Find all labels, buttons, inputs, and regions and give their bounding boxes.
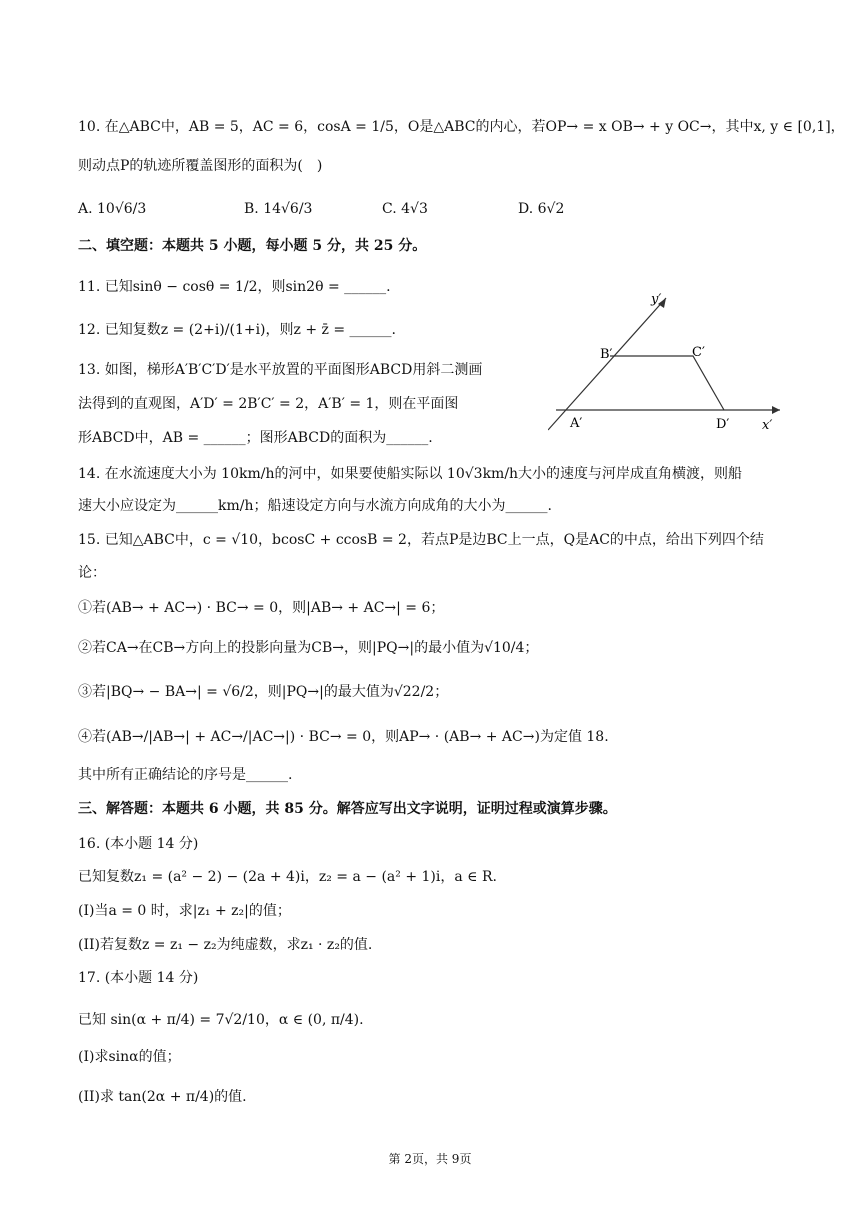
point-b-label: B′: [600, 347, 613, 362]
q15-conclusion-3: ③若|BQ→ − BA→| = √6/2，则|PQ→|的最大值为√22/2；: [78, 684, 449, 700]
q16-part-2: (II)若复数z = z₁ − z₂为纯虚数，求z₁ · z₂的值.: [78, 937, 373, 953]
q17-given: 已知 sin(α + π/4) = 7√2/10，α ∈ (0, π/4).: [78, 1012, 364, 1028]
y-axis-label: y′: [651, 292, 662, 307]
q16-heading: 16. (本小题 14 分): [78, 836, 199, 852]
q14-line-1: 14. 在水流速度大小为 10km/h的河中，如果要使船实际以 10√3km/h大小的速度与河岸成直角横渡，则船: [78, 466, 743, 482]
q14-line-2: 速大小应设定为______km/h；船速设定方向与水流方向成角的大小为______.: [78, 498, 552, 514]
point-c-label: C′: [692, 345, 705, 360]
trapezoid-edges: [610, 356, 724, 410]
q15-line-1: 15. 已知△ABC中，c = √10，bcosC + ccosB = 2，若点P是边BC上一点，Q是AC的中点，给出下列四个结: [78, 532, 764, 548]
q17-part-1: (I)求sinα的值；: [78, 1049, 181, 1065]
q13-line-2: 法得到的直观图，A′D′ = 2B′C′ = 2，A′B′ = 1，则在平面图: [78, 396, 459, 412]
q17-part-2: (II)求 tan(2α + π/4)的值.: [78, 1089, 247, 1105]
q15-conclusion-1: ①若(AB→ + AC→) · BC→ = 0，则|AB→ + AC→| = 6；: [78, 600, 445, 616]
q13-line-1: 13. 如图，梯形A′B′C′D′是水平放置的平面图形ABCD用斜二测画: [78, 362, 483, 378]
q11: 11. 已知sinθ − cosθ = 1/2，则sin2θ = ______.: [78, 279, 391, 295]
q10-stem: 10. 在△ABC中，AB = 5，AC = 6，cosA = 1/5，O是△ABC的内心，若OP→ = x OB→ + y OC→，其中x, y ∈ [0,1]，: [78, 119, 845, 135]
x-axis-arrow: [772, 406, 780, 414]
q15-ask: 其中所有正确结论的序号是______.: [78, 767, 293, 783]
q10-stem-2: 则动点P的轨迹所覆盖图形的面积为( ): [78, 158, 323, 174]
q10-option-d: D. 6√2: [518, 201, 565, 217]
point-d-label: D′: [716, 417, 730, 432]
q13-line-3: 形ABCD中，AB = ______；图形ABCD的面积为______.: [78, 430, 433, 446]
q17-heading: 17. (本小题 14 分): [78, 970, 199, 986]
q15-conclusion-2: ②若CA→在CB→方向上的投影向量为CB→，则|PQ→|的最小值为√10/4；: [78, 640, 539, 656]
q15-conclusion-4: ④若(AB→/|AB→| + AC→/|AC→|) · BC→ = 0，则AP→ · (AB→ + AC→)为定值 18.: [78, 729, 609, 745]
q10-option-b: B. 14√6/3: [244, 201, 313, 217]
q12: 12. 已知复数z = (2+i)/(1+i)，则z + z̄ = ______.: [78, 322, 396, 338]
page-footer: 第 2页，共 9页: [388, 1152, 472, 1166]
q16-given: 已知复数z₁ = (a² − 2) − (2a + 4)i，z₂ = a − (a² + 1)i，a ∈ R.: [78, 869, 497, 885]
point-a-label: A′: [570, 416, 583, 431]
q10-option-a: A. 10√6/3: [78, 201, 147, 217]
q16-part-1: (I)当a = 0 时，求|z₁ + z₂|的值；: [78, 903, 291, 919]
trapezoid-diagram: [548, 290, 788, 440]
section-3-heading: 三、解答题：本题共 6 小题，共 85 分。解答应写出文字说明，证明过程或演算步骤。: [78, 801, 617, 817]
q10-option-c: C. 4√3: [382, 201, 428, 217]
section-2-heading: 二、填空题：本题共 5 小题，每小题 5 分，共 25 分。: [78, 238, 427, 254]
q15-line-2: 论：: [78, 565, 106, 581]
x-axis-label: x′: [762, 418, 773, 433]
